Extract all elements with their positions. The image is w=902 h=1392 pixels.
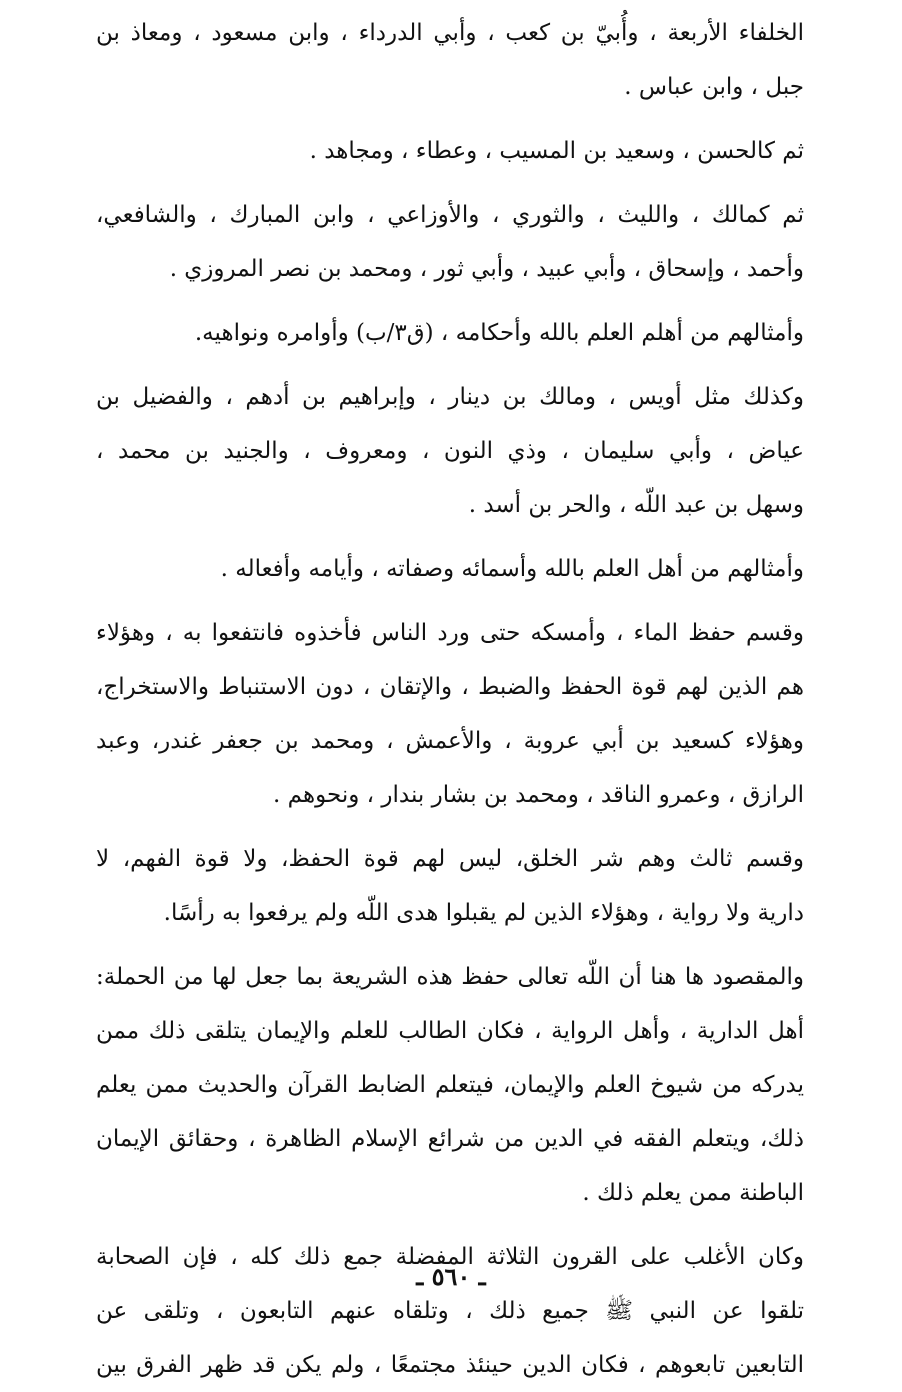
text-line: والمقصود ها هنا أن اللّه تعالى حفظ هذه الشريعة بما جعل لها من الحملة: — [96, 964, 804, 990]
text-line: وسهل بن عبد اللّه ، والحر بن أسد . — [468, 492, 804, 518]
text-line: وأمثالهم من أهل العلم بالله وأسمائه وصفاته ، وأيامه وأفعاله . — [220, 556, 804, 582]
text-line: يدركه من شيوخ العلم والإيمان، فيتعلم الضابط القرآن والحديث ممن يعلم — [96, 1072, 804, 1098]
text-line: هم الذين لهم قوة الحفظ والضبط ، والإتقان ، دون الاستنباط والاستخراج، — [96, 674, 804, 700]
text-line: الرازق ، وعمرو الناقد ، ومحمد بن بشار بندار ، ونحوهم . — [273, 782, 804, 808]
text-line: الباطنة ممن يعلم ذلك . — [582, 1180, 804, 1206]
text-line: وقسم ثالث وهم شر الخلق، ليس لهم قوة الحفظ، ولا قوة الفهم، لا — [96, 846, 804, 872]
text-line: أهل الدارية ، وأهل الرواية ، فكان الطالب للعلم والإيمان يتلقى ذلك ممن — [96, 1018, 804, 1044]
text-line: وهؤلاء كسعيد بن أبي عروبة ، والأعمش ، ومحمد بن جعفر غندر، وعبد — [96, 728, 804, 754]
text-line: وكذلك مثل أويس ، ومالك بن دينار ، وإبراهيم بن أدهم ، والفضيل بن — [96, 384, 804, 410]
body-text — [96, 6, 804, 1392]
text-line: ذلك، ويتعلم الفقه في الدين من شرائع الإسلام الظاهرة ، وحقائق الإيمان — [96, 1126, 804, 1152]
text-line: وكان الأغلب على القرون الثلاثة المفضلة جمع ذلك كله ، فإن الصحابة — [96, 1244, 804, 1270]
text-line: وأحمد ، وإسحاق ، وأبي عبيد ، وأبي ثور ، ومحمد بن نصر المروزي . — [169, 256, 804, 282]
text-line: ثم كمالك ، والليث ، والثوري ، والأوزاعي ، وابن المبارك ، والشافعي، — [96, 202, 804, 228]
text-line: وقسم حفظ الماء ، وأمسكه حتى ورد الناس فأخذوه فانتفعوا به ، وهؤلاء — [96, 620, 804, 646]
text-line: التابعين تابعوهم ، فكان الدين حينئذ مجتمعًا ، ولم يكن قد ظهر الفرق بين — [96, 1352, 804, 1378]
text-line: ثم كالحسن ، وسعيد بن المسيب ، وعطاء ، ومجاهد . — [309, 138, 804, 164]
text-line: عياض ، وأبي سليمان ، وذي النون ، ومعروف ، والجنيد بن محمد ، — [96, 438, 804, 464]
text-line: دارية ولا رواية ، وهؤلاء الذين لم يقبلوا هدى اللّه ولم يرفعوا به رأسًا. — [163, 900, 804, 926]
text-line: الخلفاء الأربعة ، وأُبيّ بن كعب ، وأبي الدرداء ، وابن مسعود ، ومعاذ بن — [96, 20, 804, 46]
text-line: جبل ، وابن عباس . — [624, 74, 804, 100]
text-line: تلقوا عن النبي ﷺ جميع ذلك ، وتلقاه عنهم التابعون ، وتلقى عن — [96, 1298, 804, 1324]
page-number: ـ ٥٦٠ ـ — [416, 1262, 486, 1291]
text-line: وأمثالهم من أهلم العلم بالله وأحكامه ، (ق٣/ب) وأوامره ونواهيه. — [194, 320, 804, 346]
